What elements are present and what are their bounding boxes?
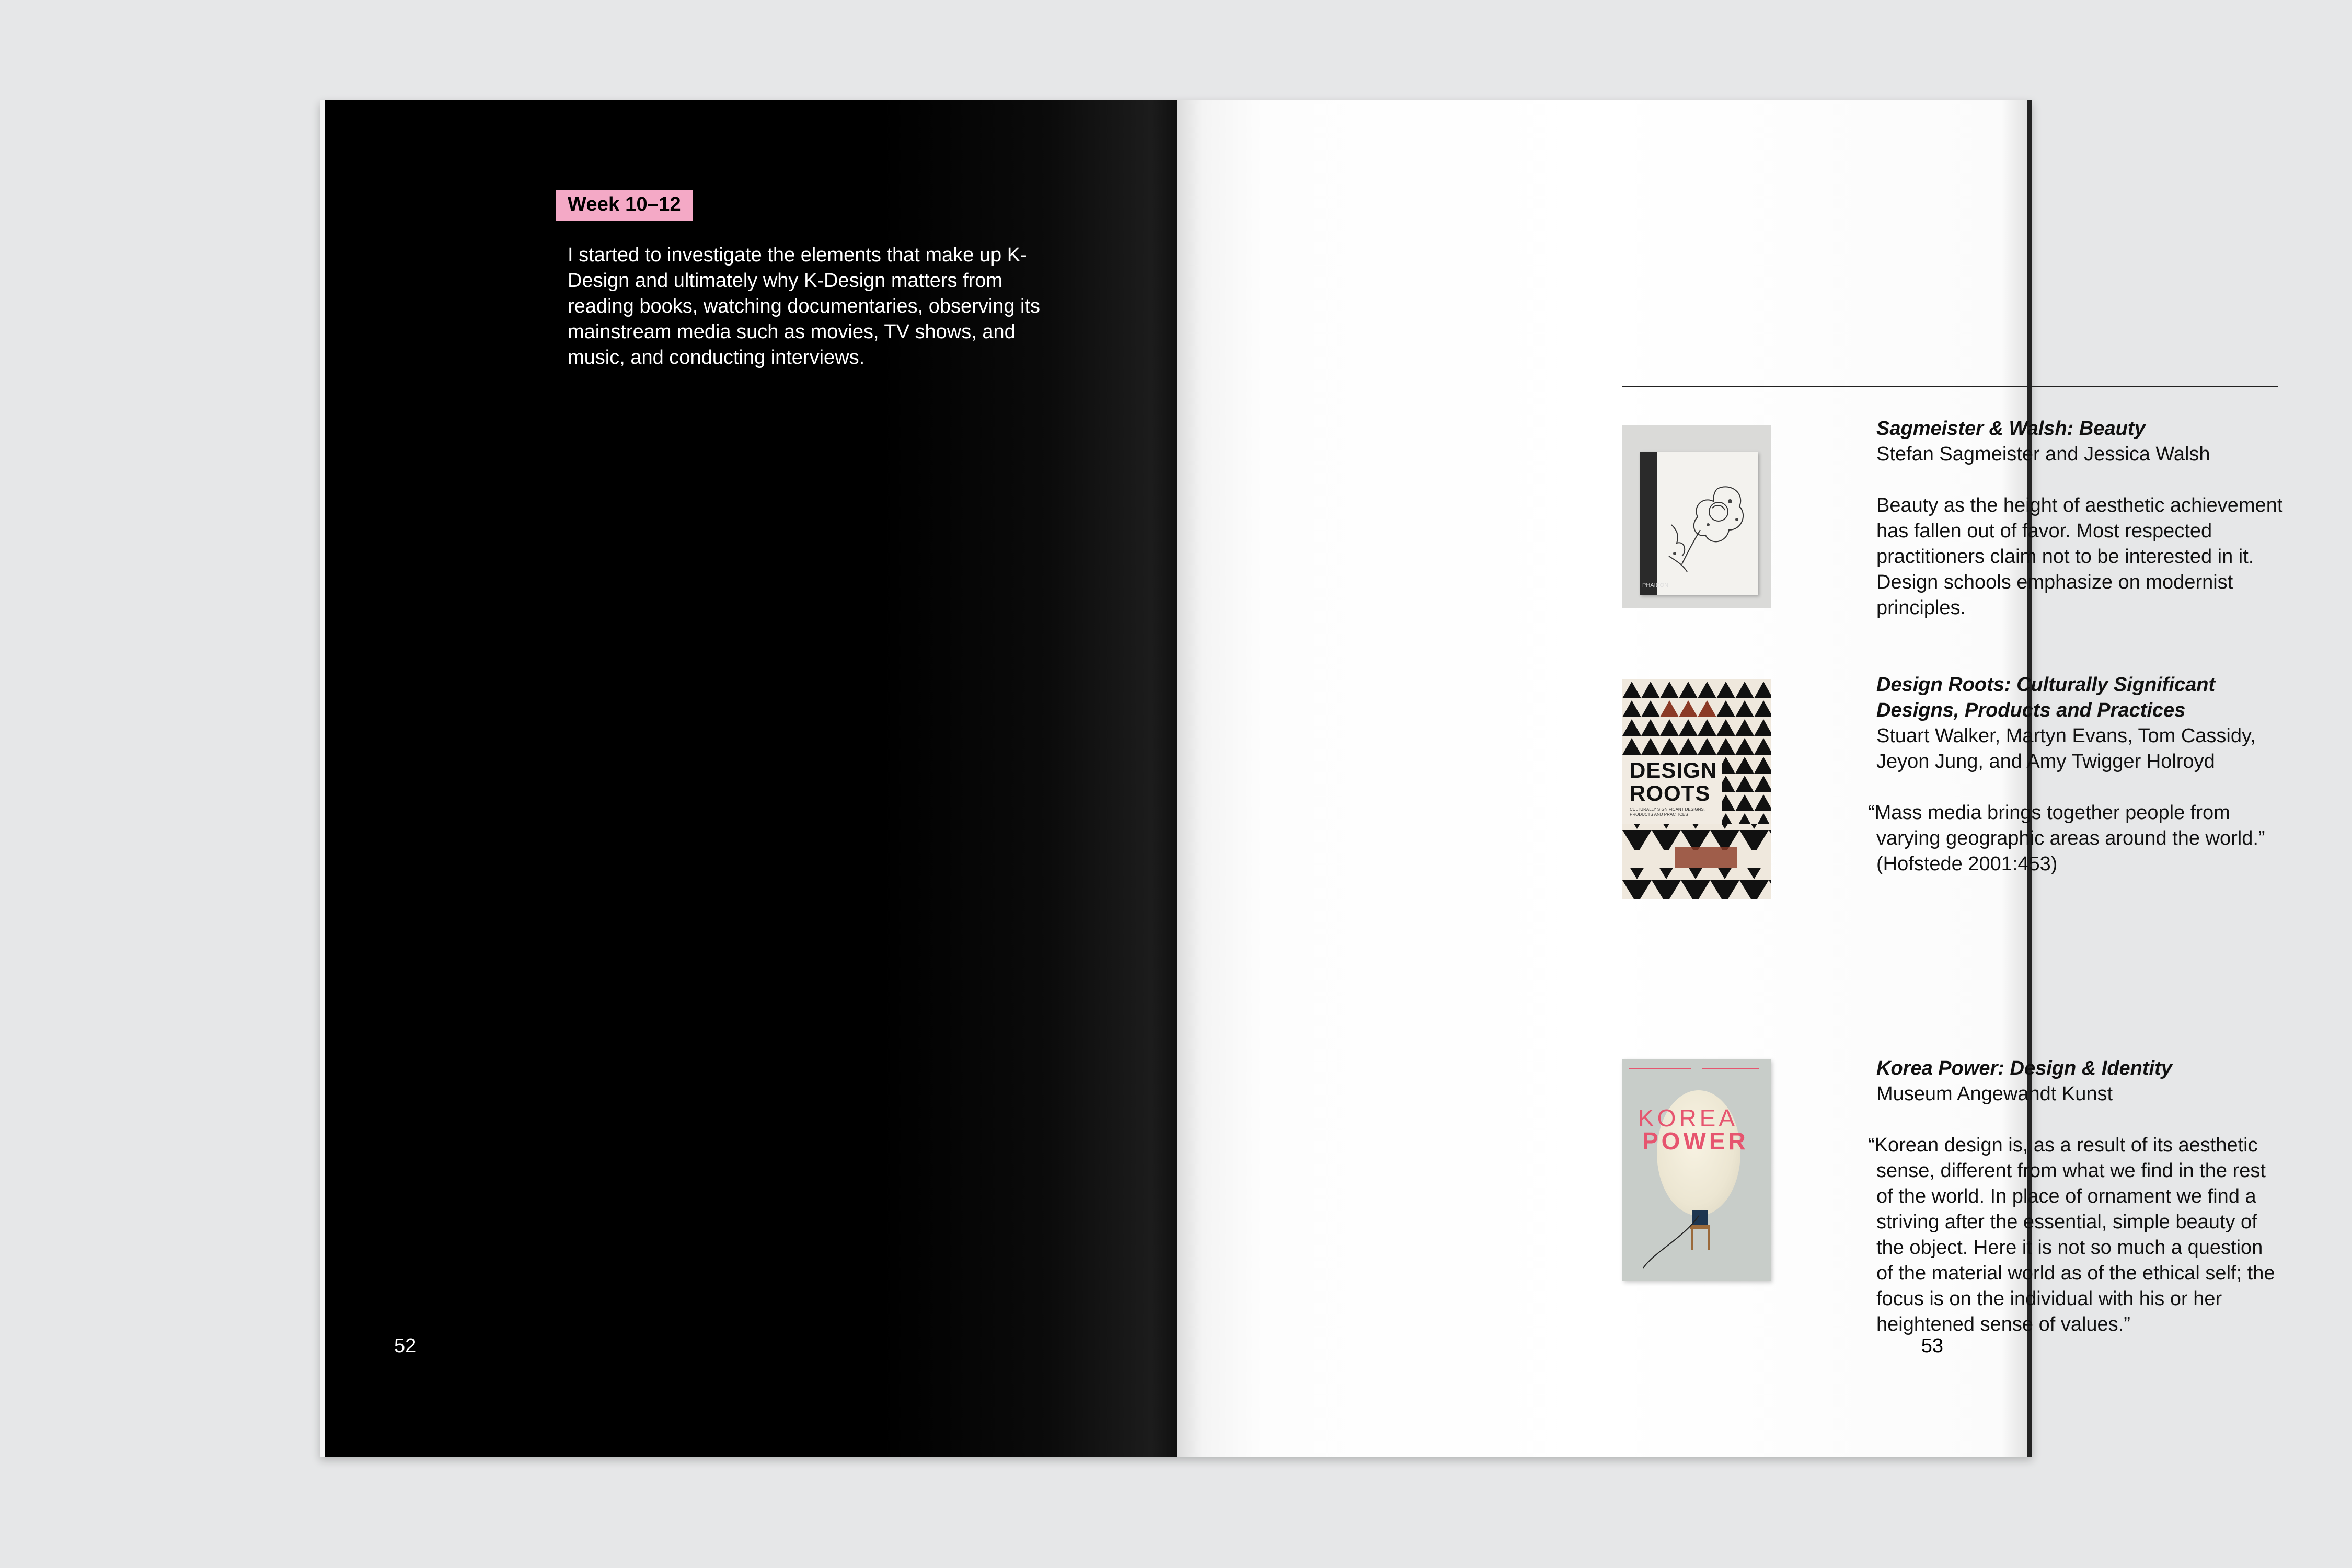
korea-power-cover: [1622, 1059, 1771, 1281]
cover-title-line2: ROOTS: [1630, 781, 1711, 805]
book-quote: “Mass media brings together people from varying geographic areas around the world.” (Hofstede 2001:453): [1868, 802, 2265, 875]
page-number-right: 53: [1921, 1335, 1943, 1357]
book-title: Korea Power: Design & Identity: [1876, 1057, 2172, 1079]
cover-title-line1: KOREA: [1638, 1104, 1738, 1132]
right-page: [1177, 100, 2283, 1457]
book-authors: Stuart Walker, Martyn Evans, Tom Cassidy, Jeyon Jung, and Amy Twigger Holroyd: [1876, 725, 2256, 773]
book-quote: “Korean design is, as a result of its aesthetic sense, different from what we find in the rest of the world. In place of ornament we find a striving after the essential, simple beauty of the object. Here it is not so much a question of the material world as of the ethical self; the focus is on the individual with his or her heightened sense of values.”: [1868, 1134, 2275, 1335]
design-roots-cover: [1622, 679, 1771, 899]
week-badge: Week 10–12: [556, 190, 693, 221]
floral-illustration: [1640, 452, 1758, 595]
entry-korea-power-text: [1868, 1056, 2284, 1338]
divider-rule: [1622, 386, 2278, 387]
intro-paragraph: I started to investigate the elements that make up K-Design and ultimately why K-Design matters from reading books, watching documentaries, observing its mainstream media such as movies, TV shows, and music, and conducting interviews.: [568, 244, 1041, 368]
left-page: [320, 100, 1177, 1457]
cover-title-line1: DESIGN: [1630, 758, 1717, 782]
book-authors: Museum Angewandt Kunst: [1876, 1083, 2113, 1105]
page-number-left: 52: [394, 1335, 417, 1357]
book-description: Beauty as the height of aesthetic achievement has fallen out of favor. Most respected practitioners claim not to be interested in it. Design schools emphasize on modernist principles.: [1876, 494, 2283, 619]
cover-subtitle: CULTURALLY SIGNIFICANT DESIGNS, PRODUCTS AND PRACTICES: [1630, 807, 1705, 817]
spine-label: PHAIDON: [1642, 582, 1669, 589]
lamp-cord: [1622, 1059, 1771, 1281]
open-book-spread: [320, 100, 2283, 1457]
entry-design-roots-text: [1868, 672, 2284, 877]
book-title: Sagmeister & Walsh: Beauty: [1876, 418, 2146, 440]
sagmeister-walsh-beauty-cover: [1622, 425, 1771, 608]
entry-sagmeister-text: [1876, 416, 2284, 621]
book-title: Design Roots: Culturally Significant Designs, Products and Practices: [1876, 674, 2216, 721]
book-authors: Stefan Sagmeister and Jessica Walsh: [1876, 443, 2210, 465]
cover-title-line2: POWER: [1642, 1127, 1749, 1155]
book-object: [1640, 452, 1758, 595]
